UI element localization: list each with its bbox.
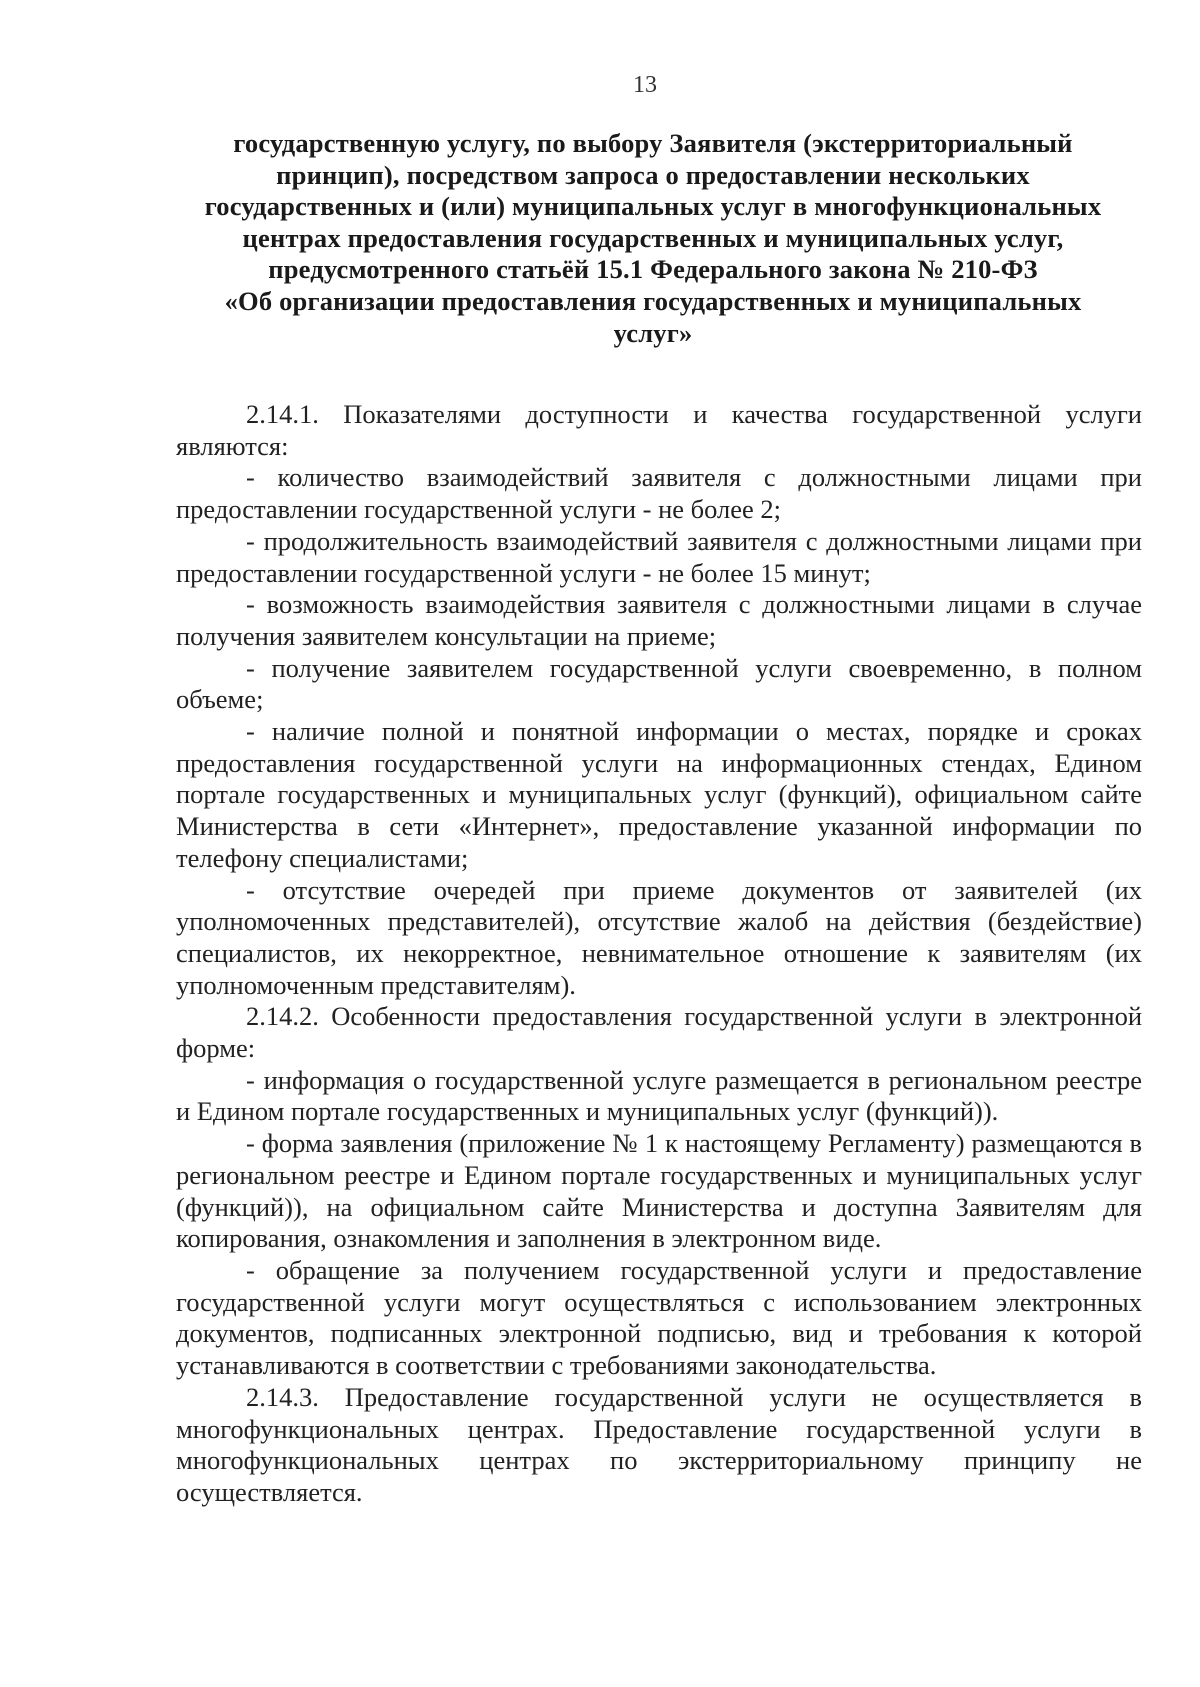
list-item: - информация о государственной услуге размещается в региональном реестре и Едином портале государственных и муниципальных услуг (функций)). <box>176 1064 1142 1127</box>
list-item: - продолжительность взаимодействий заявителя с должностными лицами при предоставлении государственной услуги - не более 15 минут; <box>176 525 1142 588</box>
paragraph-2-14-1: 2.14.1. Показателями доступности и качества государственной услуги являются: <box>176 399 1142 461</box>
heading-line: государственную услугу, по выбору Заявителя (экстерриториальный <box>233 128 1073 158</box>
paragraph-2-14-3: 2.14.3. Предоставление государственной услуги не осуществляется в многофункциональных центрах. Предоставление государственной услуги в многофункциональных центрах по экстерриториальному принципу не осуществляется. <box>176 1381 1142 1507</box>
list-item: - форма заявления (приложение № 1 к настоящему Регламенту) размещаются в региональном реестре и Едином портале государственных и муниципальных услуг (функций)), на официальном сайте Министерства и доступна Заявителям для копирования, ознакомления и заполнения в электронном виде. <box>176 1128 1142 1254</box>
list-item: - возможность взаимодействия заявителя с должностными лицами в случае получения заявителем консультации на приеме; <box>176 589 1142 651</box>
list-item: - получение заявителем государственной услуги своевременно, в полном объеме; <box>176 652 1142 715</box>
list-item: - обращение за получением государственной услуги и предоставление государственной услуги могут осуществляться с использованием электронных документов, подписанных электронной подписью, вид и требования к которой устанавливаются в соответствии с требованиями законодательства. <box>176 1254 1142 1381</box>
heading-line: услуг» <box>613 317 693 348</box>
heading-line: «Об организации предоставления государственных и муниципальных <box>224 285 1082 316</box>
heading-line: предусмотренного статьёй 15.1 Федерального закона № 210-ФЗ <box>268 254 1038 285</box>
page-number: 13 <box>633 72 657 98</box>
heading-line: государственных и (или) муниципальных услуг в многофункциональных <box>204 191 1102 222</box>
paragraph-2-14-2: 2.14.2. Особенности предоставления государственной услуги в электронной форме: <box>176 1001 1142 1064</box>
list-item: - отсутствие очередей при приеме документов от заявителей (их уполномоченных представителей), отсутствие жалоб на действия (бездействие) специалистов, их некорректное, невнимательное отношение к заявителям (их уполномоченным представителям). <box>176 874 1142 1000</box>
body-text <box>176 399 1142 1509</box>
section-heading <box>178 128 1128 349</box>
list-item: - количество взаимодействий заявителя с должностными лицами при предоставлении государственной услуги - не более 2; <box>176 462 1142 525</box>
heading-line: принцип), посредством запроса о предоставлении нескольких <box>276 159 1030 190</box>
heading-line: центрах предоставления государственных и муниципальных услуг, <box>242 222 1064 253</box>
list-item: - наличие полной и понятной информации о местах, порядке и сроках предоставления государственной услуги на информационных стендах, Едином портале государственных и муниципальных услуг (функций), официальном сайте Министерства в сети «Интернет», предоставление указанной информации по телефону специалистами; <box>176 716 1142 873</box>
